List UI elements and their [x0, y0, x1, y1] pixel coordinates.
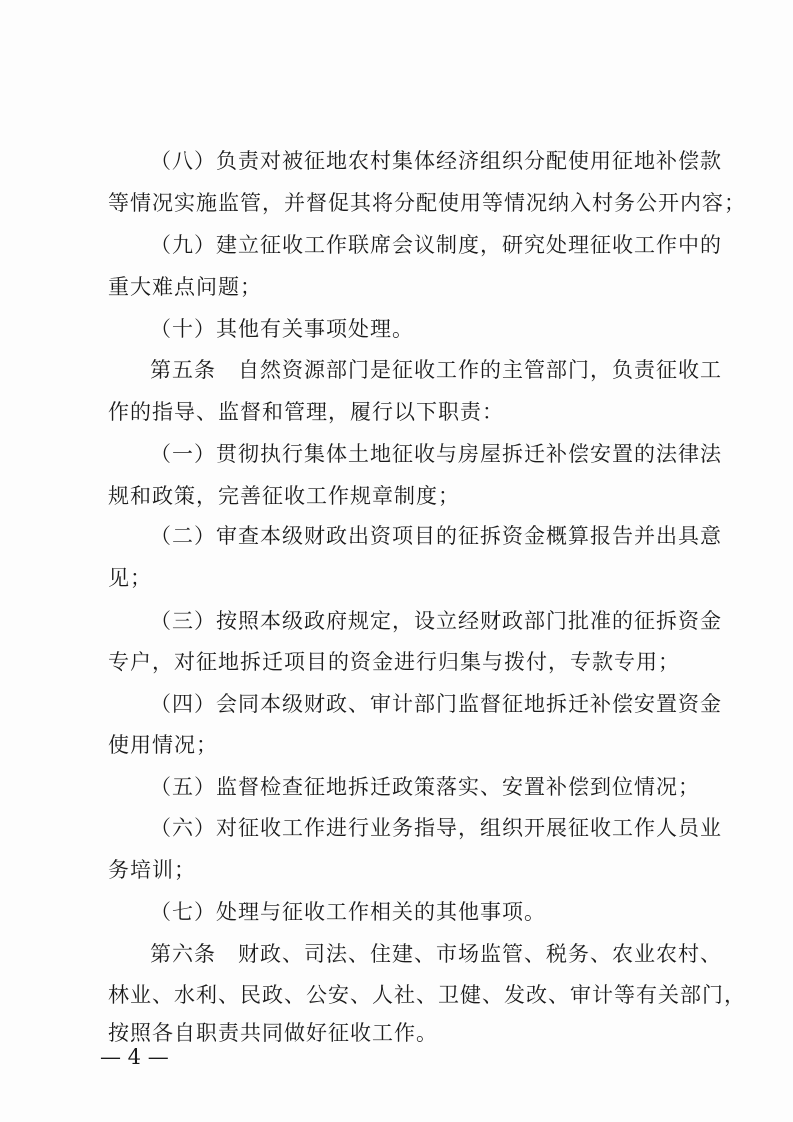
paragraph-line: （六）对征收工作进行业务指导，组织开展征收工作人员业: [150, 816, 722, 840]
paragraph-line: 务培训；: [108, 858, 196, 882]
paragraph-line: （八）负责对被征地农村集体经济组织分配使用征地补偿款: [150, 149, 722, 173]
paragraph-line: 第五条 自然资源部门是征收工作的主管部门，负责征收工: [150, 358, 722, 382]
paragraph-line: 林业、水利、民政、公安、人社、卫健、发改、审计等有关部门，: [108, 983, 746, 1007]
paragraph-line: （二）审查本级财政出资项目的征拆资金概算报告并出具意: [150, 524, 722, 548]
paragraph-line: （三）按照本级政府规定，设立经财政部门批准的征拆资金: [150, 609, 722, 633]
paragraph-line: （十）其他有关事项处理。: [150, 317, 414, 341]
paragraph-line: 规和政策，完善征收工作规章制度；: [108, 484, 460, 508]
paragraph-line: （一）贯彻执行集体土地征收与房屋拆迁补偿安置的法律法: [150, 442, 722, 466]
paragraph-line: 作的指导、监督和管理，履行以下职责：: [108, 400, 504, 424]
paragraph-line: 第六条 财政、司法、住建、市场监管、税务、农业农村、: [150, 942, 722, 966]
paragraph-line: 等情况实施监管，并督促其将分配使用等情况纳入村务公开内容；: [108, 191, 746, 215]
paragraph-line: 重大难点问题；: [108, 275, 262, 299]
page-number: — 4 —: [100, 1045, 169, 1069]
paragraph-line: 见；: [108, 566, 152, 590]
paragraph-line: （九）建立征收工作联席会议制度，研究处理征收工作中的: [150, 233, 722, 257]
paragraph-line: （七）处理与征收工作相关的其他事项。: [150, 900, 546, 924]
paragraph-line: （四）会同本级财政、审计部门监督征地拆迁补偿安置资金: [150, 692, 722, 716]
paragraph-line: 按照各自职责共同做好征收工作。: [108, 1021, 438, 1045]
paragraph-line: （五）监督检查征地拆迁政策落实、安置补偿到位情况；: [150, 775, 700, 799]
paragraph-line: 使用情况；: [108, 733, 218, 757]
paragraph-line: 专户，对征地拆迁项目的资金进行归集与拨付，专款专用；: [108, 650, 680, 674]
